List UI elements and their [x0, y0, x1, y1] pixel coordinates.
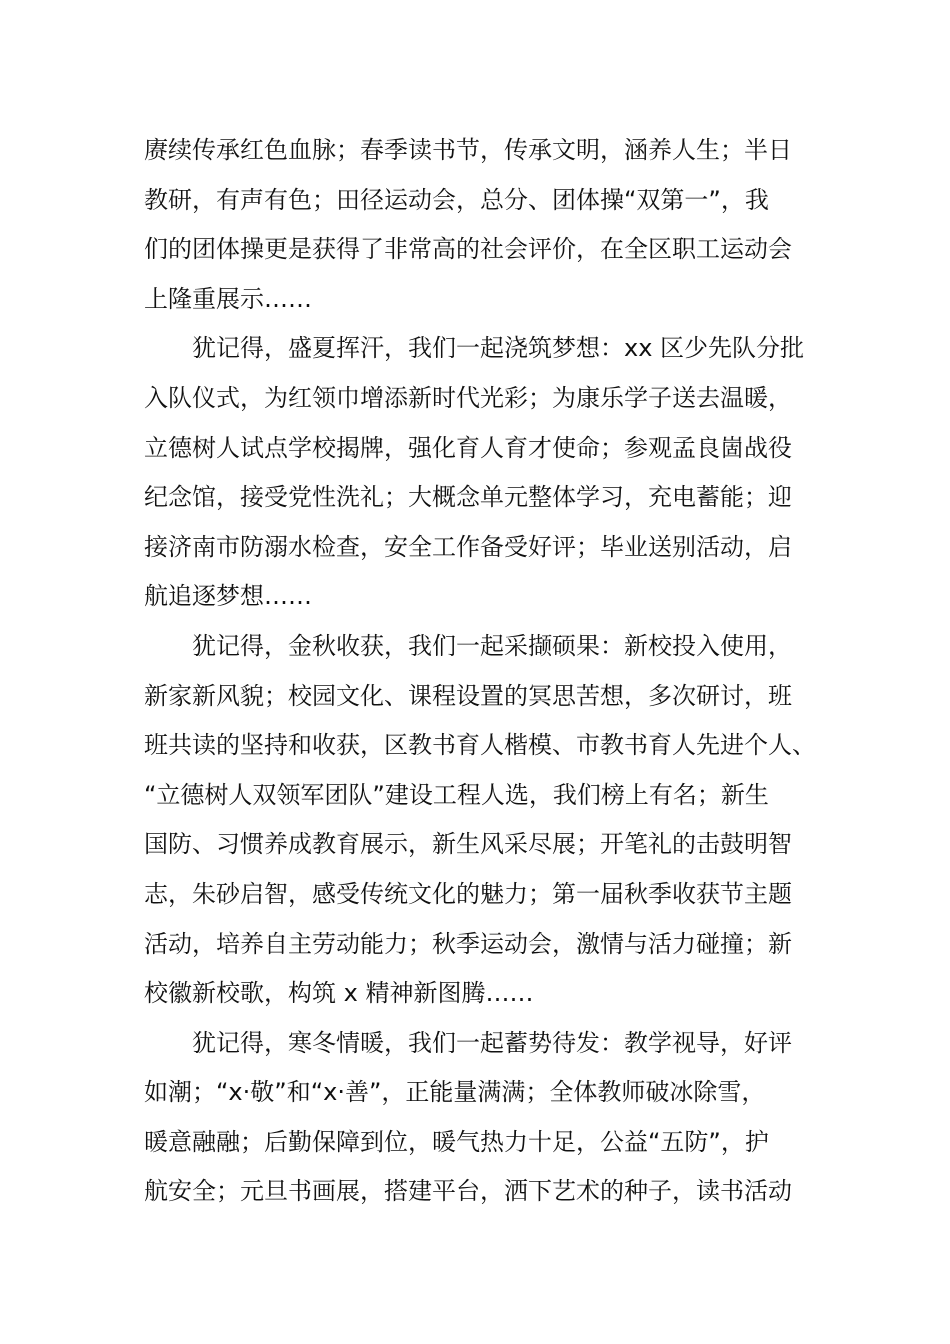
text-line: 国防、习惯养成教育展示，新生风采尽展；开笔礼的击鼓明智 — [144, 830, 792, 859]
text-line: 赓续传承红色血脉；春季读书节，传承文明，涵养人生；半日 — [144, 136, 792, 164]
text-line: 纪念馆，接受党性洗礼；大概念单元整体学习，充电蓄能；迎 — [144, 483, 792, 512]
text-line: 如潮；“x·敬”和“x·善”，正能量满满；全体教师破冰除雪， — [144, 1078, 766, 1107]
body-text — [144, 126, 824, 1217]
text-line: 航追逐梦想…… — [144, 582, 312, 611]
paragraph-start-line: 犹记得，寒冬情暖，我们一起蓄势待发：教学视导，好评 — [192, 1028, 792, 1057]
text-line: 新家新风貌；校园文化、课程设置的冥思苦想，多次研讨，班 — [144, 681, 792, 710]
paragraph-start-line: 犹记得，盛夏挥汗，我们一起浇筑梦想：xx 区少先队分批 — [192, 334, 805, 363]
text-line: 入队仪式，为红领巾增添新时代光彩；为康乐学子送去温暖， — [144, 383, 792, 412]
paragraph-start-line: 犹记得，金秋收获，我们一起采撷硕果：新校投入使用， — [192, 631, 792, 660]
text-line: 教研，有声有色；田径运动会，总分、团体操“双第一”，我 — [144, 185, 769, 214]
text-line: 志，朱砂启智，感受传统文化的魅力；第一届秋季收获节主题 — [144, 879, 792, 908]
text-line: 航安全；元旦书画展，搭建平台，洒下艺术的种子，读书活动 — [144, 1177, 792, 1206]
text-line: “立德树人双领军团队”建设工程人选，我们榜上有名；新生 — [144, 780, 769, 809]
text-line: 暖意融融；后勤保障到位，暖气热力十足，公益“五防”，护 — [144, 1127, 769, 1156]
text-line: 上隆重展示…… — [144, 284, 312, 313]
text-line: 接济南市防溺水检查，安全工作备受好评；毕业送别活动，启 — [144, 532, 792, 561]
text-line: 们的团体操更是获得了非常高的社会评价，在全区职工运动会 — [144, 235, 792, 264]
text-line: 立德树人试点学校揭牌，强化育人育才使命；参观孟良崮战役 — [144, 433, 792, 462]
text-line: 校徽新校歌，构筑 x 精神新图腾…… — [144, 979, 534, 1008]
text-line: 班共读的坚持和收获，区教书育人楷模、市教书育人先进个人、 — [144, 731, 816, 760]
text-line: 活动，培养自主劳动能力；秋季运动会，激情与活力碰撞；新 — [144, 929, 792, 958]
